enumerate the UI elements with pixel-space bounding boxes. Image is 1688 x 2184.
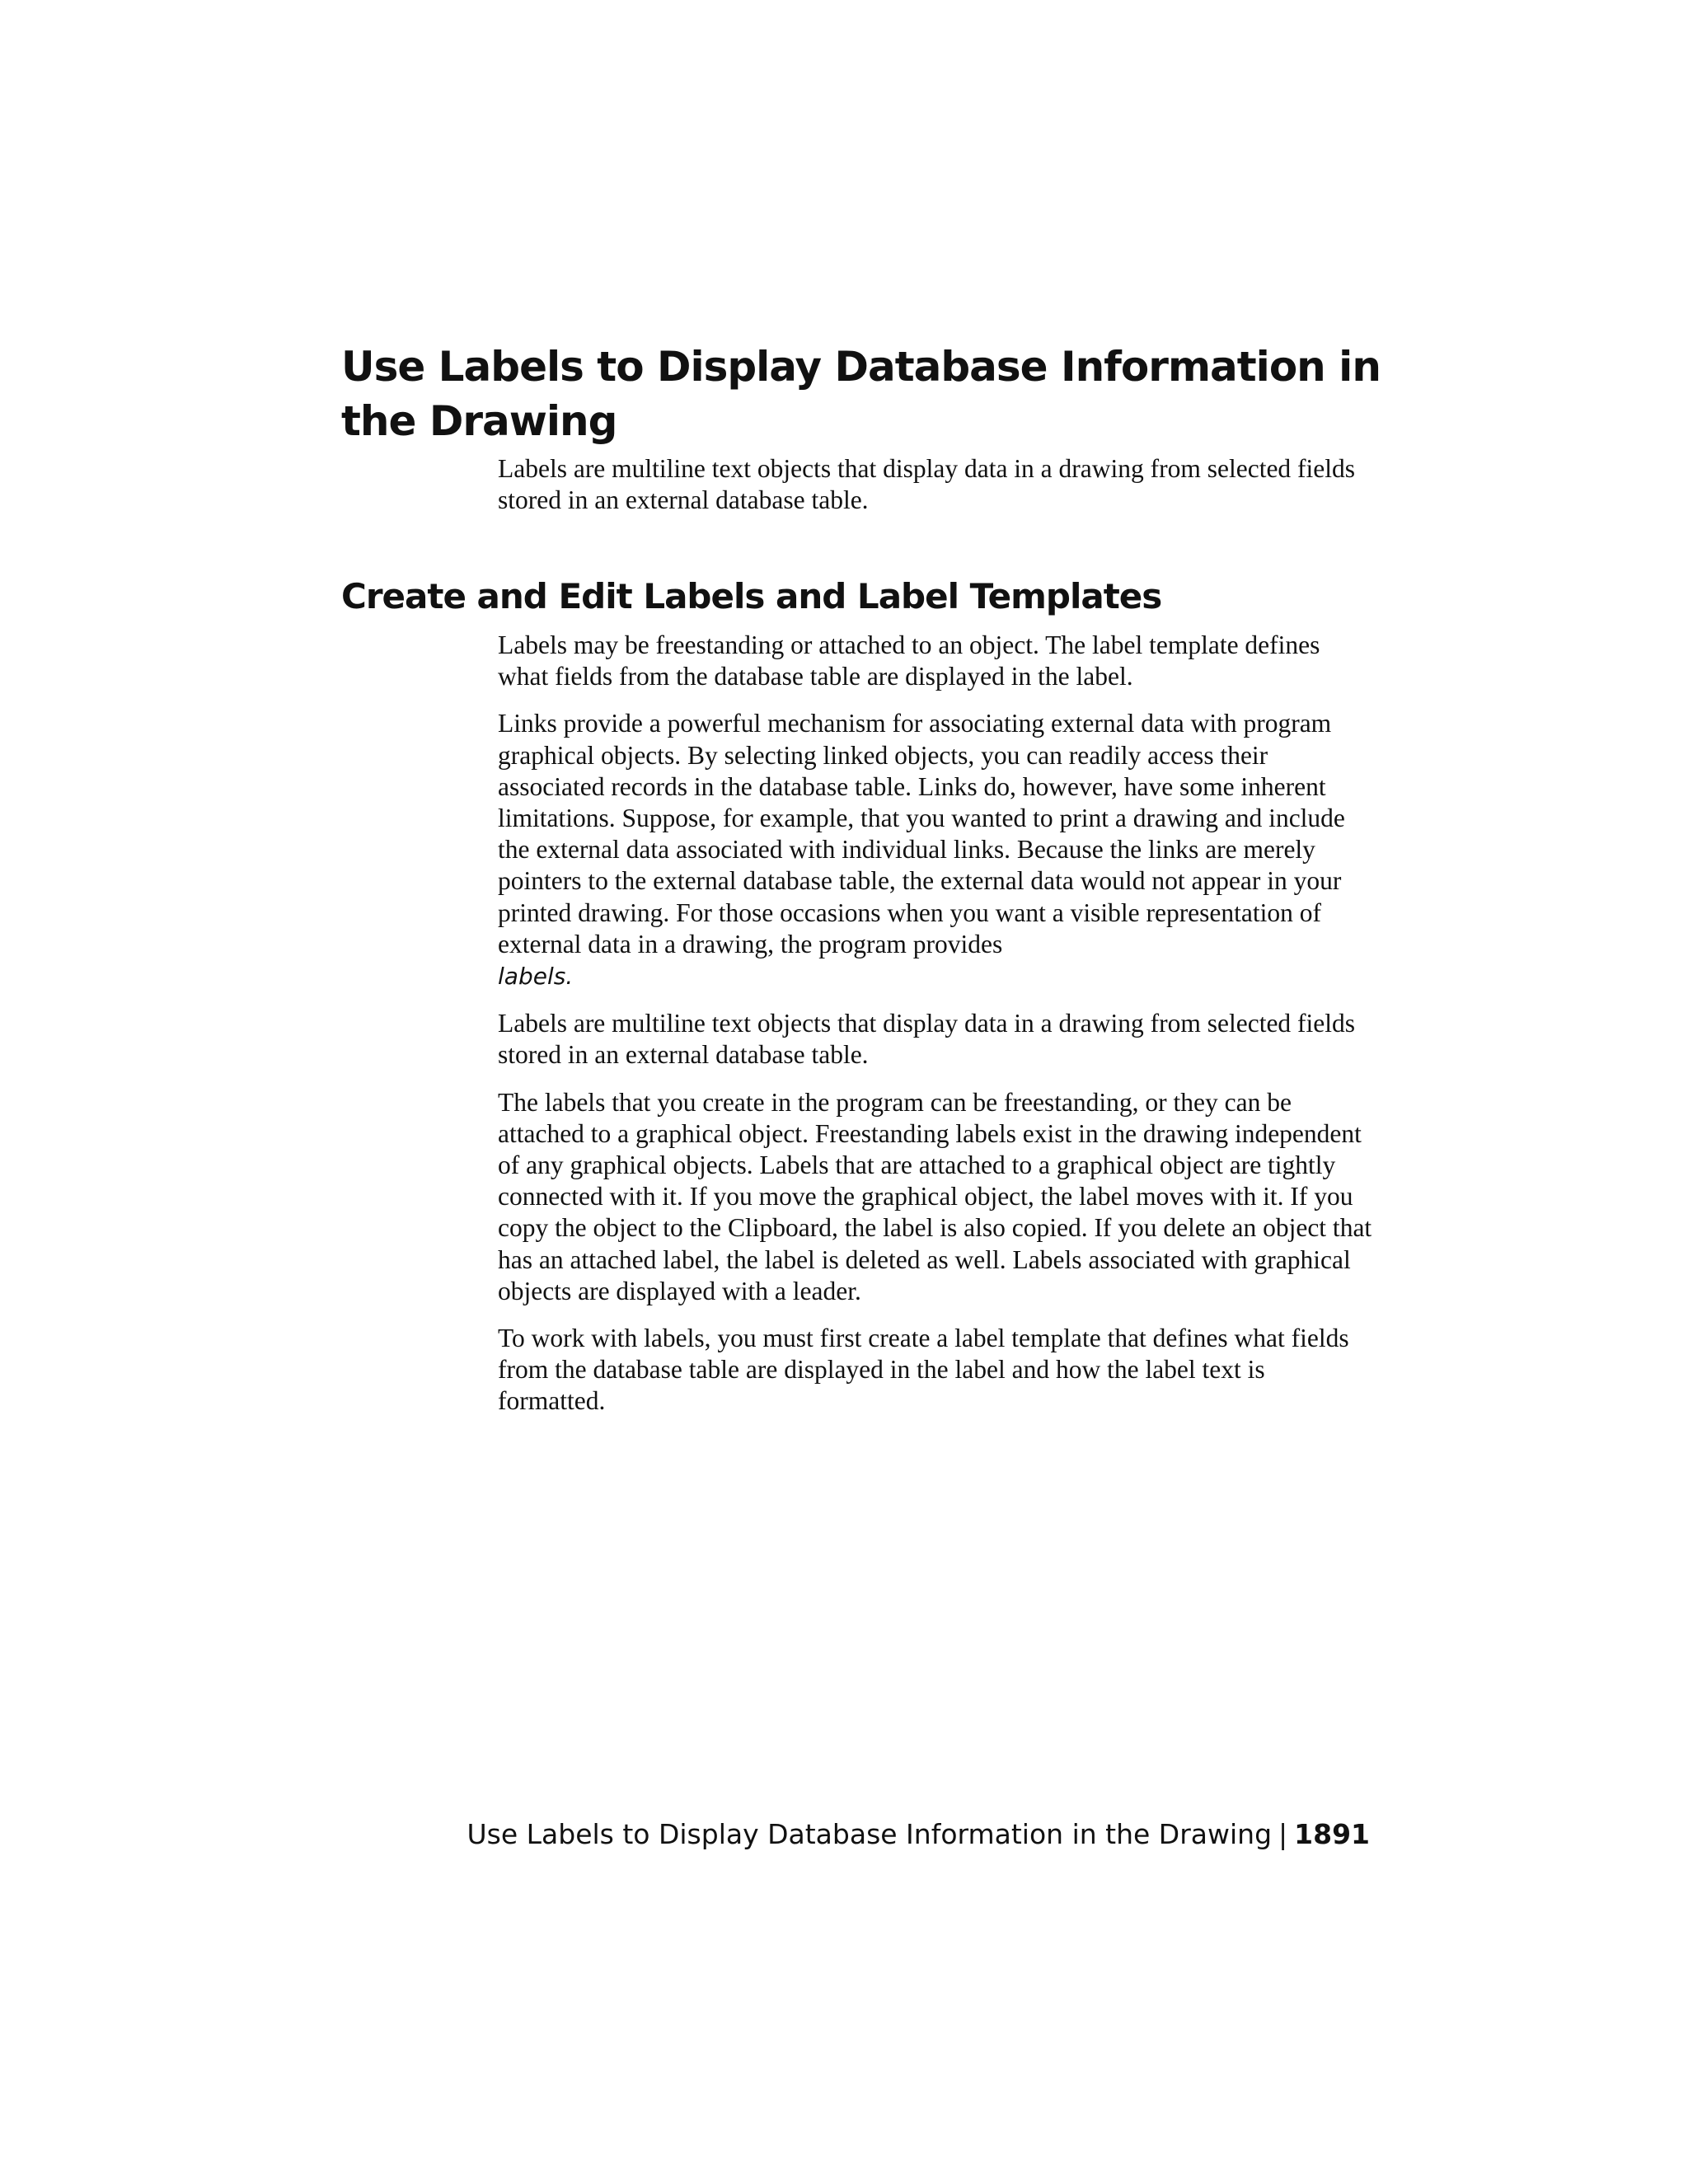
paragraph-label-template-workflow: To work with labels, you must first create a label template that defines what fields from the database table are displayed in the label and how the label text is formatted. [498,1324,1349,1416]
paragraph-labels-definition: Labels are multiline text objects that display data in a drawing from selected fields stored in an external database table. [498,1009,1356,1070]
term-labels: labels. [498,963,574,991]
intro-paragraph: Labels are multiline text objects that display data in a drawing from selected fields stored in an external database table. [498,454,1356,515]
section-body [498,630,1373,1433]
section-heading: Create and Edit Labels and Label Templates [341,576,1162,616]
footer-separator: | [1278,1818,1288,1850]
page-number: 1891 [1294,1818,1370,1850]
page-footer [467,1816,1370,1853]
page-title: Use Labels to Display Database Information in the Drawing [341,343,1381,445]
paragraph-links [498,708,1373,992]
paragraph-label-templates: Labels may be freestanding or attached to an object. The label template defines what fields from the database table are displayed in the label. [498,630,1320,691]
intro-block [498,453,1373,532]
paragraph-links-text: Links provide a powerful mechanism for associating external data with program graphical objects. By selecting linked objects, you can readily access their associated records in the database table. Links do, however, have some inherent limitations. Suppose, for example, that you wanted to print a drawing and include the external data associated with individual links. Because the links are merely pointers to the external database table, the external data would not appear in your printed drawing. For those occasions when you want a visible representation of external data in a drawing, the program provides [498,709,1345,958]
paragraph-freestanding-labels: The labels that you create in the program can be freestanding, or they can be attached to a graphical object. Freestanding labels exist in the drawing independent of any graphical objects. Labels that are attached to a graphical object are tightly connected with it. If you move the graphical object, the label moves with it. If you copy the object to the Clipboard, the label is also copied. If you delete an object that has an attached label, the label is deleted as well. Labels associated with graphical objects are displayed with a leader. [498,1087,1372,1305]
footer-title: Use Labels to Display Database Information in the Drawing [467,1818,1273,1850]
